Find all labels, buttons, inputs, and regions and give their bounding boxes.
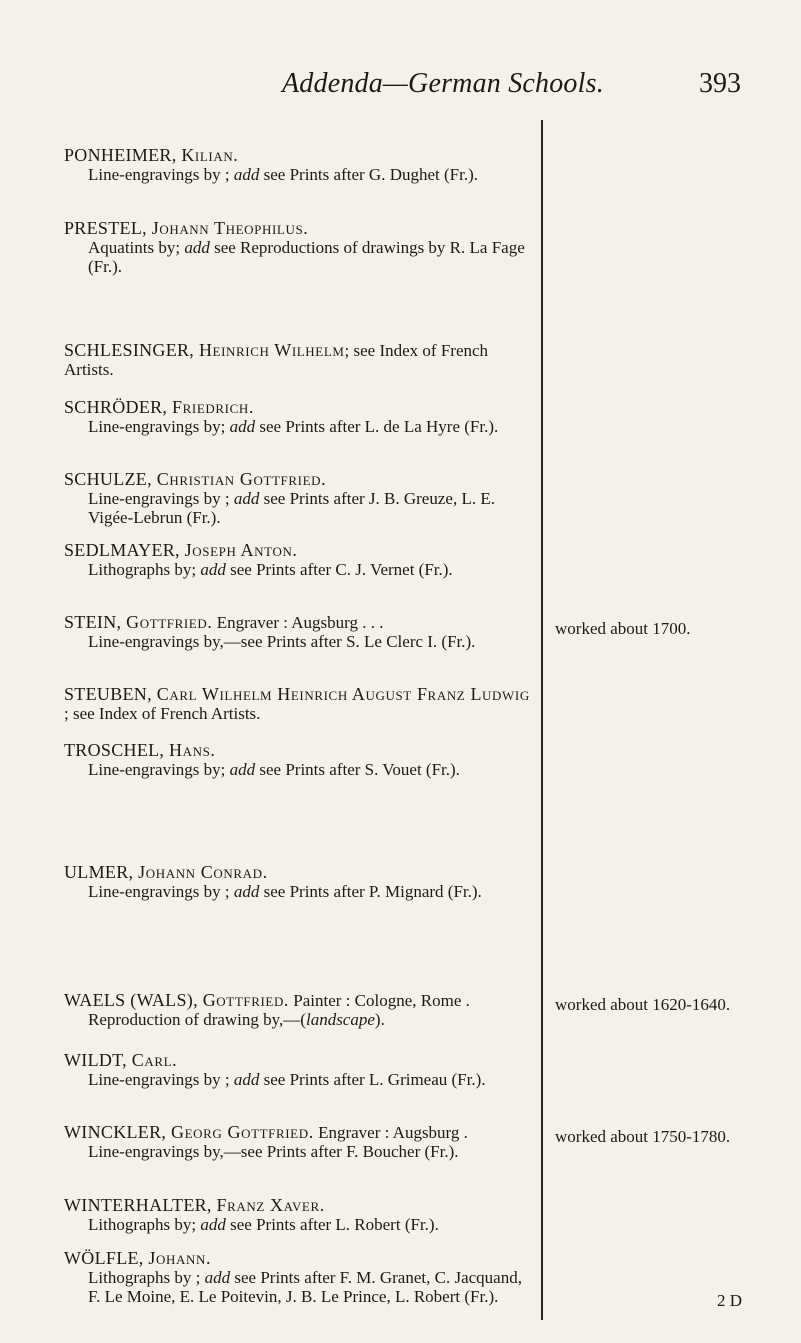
entry-name — [64, 219, 534, 238]
entry-body: Line-engravings by,—see Prints after F. Boucher (Fr.). — [88, 1142, 459, 1162]
signature-mark: 2 D — [717, 1291, 743, 1310]
date-note: worked about 1700. — [555, 619, 691, 638]
index-entry — [64, 1051, 534, 1089]
entry-given-name: Carl. — [131, 1050, 178, 1070]
entry-surname: STEIN, — [64, 612, 122, 632]
entry-surname: WILDT, — [64, 1050, 127, 1070]
entry-given-name: Johann Conrad. — [138, 862, 268, 882]
entry-name — [64, 1122, 314, 1142]
entry-body: Aquatints by; add see Reproductions of drawings by R. La Fage (Fr.). — [88, 238, 525, 277]
entry-surname: TROSCHEL, — [64, 740, 165, 760]
entry-body: Line-engravings by ; add see Prints after P. Mignard (Fr.). — [88, 882, 482, 902]
entry-given-name: Carl Wilhelm Heinrich August Franz Ludwig — [156, 684, 530, 704]
index-entry — [64, 146, 534, 184]
entry-inline-text: ; see Index of French Artists. — [64, 704, 261, 724]
index-entry — [64, 613, 534, 651]
entry-body: Line-engravings by; add see Prints after L. de La Hyre (Fr.). — [88, 417, 499, 437]
index-entry — [64, 991, 534, 1029]
entry-surname: STEUBEN, — [64, 684, 152, 704]
entry-body: Lithographs by; add see Prints after C. J. Vernet (Fr.). — [88, 560, 453, 580]
entry-body: Lithographs by; add see Prints after L. Robert (Fr.). — [88, 1215, 439, 1235]
entry-body: Reproduction of drawing by,—(landscape). — [88, 1010, 385, 1030]
entry-surname: SCHRÖDER, — [64, 397, 168, 417]
entry-inline-text: Painter : Cologne, Rome . — [289, 991, 470, 1010]
entry-surname: PRESTEL, — [64, 218, 147, 238]
entry-surname: SEDLMAYER, — [64, 540, 180, 560]
index-entry — [64, 1196, 534, 1234]
entry-given-name: Gottfried. — [202, 990, 290, 1010]
entry-name — [64, 146, 534, 165]
entry-body: Line-engravings by ; add see Prints after G. Dughet (Fr.). — [88, 165, 478, 185]
entry-given-name: Kilian. — [181, 145, 239, 165]
entry-surname: WÖLFLE, — [64, 1248, 144, 1268]
entry-surname: SCHLESINGER, — [64, 340, 195, 360]
entry-inline-text: Engraver : Augsburg . — [313, 1123, 468, 1142]
index-entry — [64, 1123, 534, 1161]
entry-name — [64, 541, 534, 560]
index-entry — [64, 470, 534, 528]
index-entry — [64, 863, 534, 901]
page-header — [0, 68, 801, 108]
date-note: worked about 1620-1640. — [555, 995, 731, 1014]
entry-given-name: Gottfried. — [126, 612, 213, 632]
running-title: Addenda—German Schools. — [282, 68, 604, 99]
column-divider — [541, 120, 543, 1320]
entry-surname: WINTERHALTER, — [64, 1195, 212, 1215]
index-entry — [64, 219, 534, 277]
entry-name — [64, 470, 534, 489]
entry-name — [64, 684, 530, 704]
entry-body: Line-engravings by ; add see Prints after L. Grimeau (Fr.). — [88, 1070, 486, 1090]
index-entry — [64, 341, 534, 379]
entry-body: Line-engravings by ; add see Prints after J. B. Greuze, L. E. Vigée-Lebrun (Fr.). — [88, 489, 495, 528]
index-entry — [64, 398, 534, 436]
index-entry — [64, 1249, 534, 1307]
entry-surname: PONHEIMER, — [64, 145, 177, 165]
entry-name — [64, 863, 534, 882]
entry-name — [64, 340, 345, 360]
entry-name — [64, 741, 534, 760]
entry-name — [64, 1196, 534, 1215]
entry-inline-text: ; see Index of French Artists. — [64, 341, 489, 380]
entry-body: Line-engravings by,—see Prints after S. Le Clerc I. (Fr.). — [88, 632, 476, 652]
page-number: 393 — [699, 68, 741, 99]
date-note: worked about 1750-1780. — [555, 1127, 731, 1146]
index-entry — [64, 685, 534, 723]
entry-surname: WINCKLER, — [64, 1122, 167, 1142]
entry-given-name: Hans. — [169, 740, 216, 760]
entry-given-name: Franz Xaver. — [216, 1195, 325, 1215]
entry-name — [64, 1249, 534, 1268]
entry-given-name: Johann Theophilus. — [151, 218, 309, 238]
index-entry — [64, 741, 534, 779]
entry-given-name: Johann. — [148, 1248, 212, 1268]
entry-body: Lithographs by ; add see Prints after F. M. Granet, C. Jacquand, F. Le Moine, E. Le Poitevin, J. B. Le Prince, L. Robert (Fr.). — [88, 1268, 522, 1307]
entry-name — [64, 1051, 534, 1070]
entry-name — [64, 612, 212, 632]
entry-body: Line-engravings by; add see Prints after S. Vouet (Fr.). — [88, 760, 460, 780]
index-entry — [64, 541, 534, 579]
entry-inline-text: Engraver : Augsburg . . . — [212, 613, 384, 632]
entry-surname: SCHULZE, — [64, 469, 152, 489]
entry-surname: WAELS (WALS), — [64, 990, 198, 1010]
entry-name — [64, 990, 289, 1010]
entry-given-name: Heinrich Wilhelm — [198, 340, 345, 360]
entry-given-name: Joseph Anton. — [184, 540, 298, 560]
entry-given-name: Friedrich. — [172, 397, 254, 417]
entry-surname: ULMER, — [64, 862, 134, 882]
entry-name — [64, 398, 534, 417]
entry-given-name: Christian Gottfried. — [156, 469, 327, 489]
entry-given-name: Georg Gottfried. — [171, 1122, 314, 1142]
